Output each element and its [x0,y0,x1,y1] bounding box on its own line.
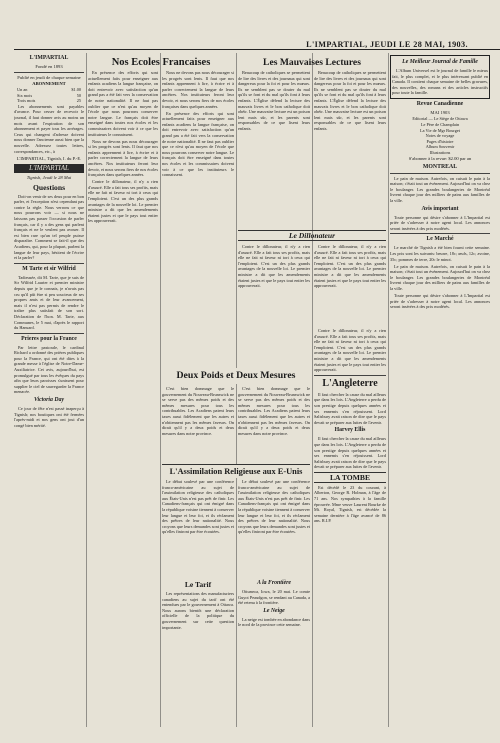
contents-item: Album Souvenir [425,144,455,150]
paragraph: Contre le dillonateur, il n'y a rien d'assuré. Elle a fait tous ses profits, mais elle ne fait ni faveur ni tort à ceux qui l'emploient. C'est un des plus grands avantages de la nouvelle loi. Le premier ministre a dit que les amendements étaient justes et que le pays tout entier les approuverait. [88,179,158,224]
column-4-upper [238,70,310,225]
subscription-price: 25 [76,98,81,104]
contents-item: Illustrations [429,150,451,156]
article-body [88,70,158,224]
column-3-poids [162,386,234,461]
article-body [390,176,490,204]
paragraph: Beaucoup de catholiques se permettent de lire des livres et des journaux qui sont dangereux pour la foi et pour les mœurs. Ils ne semblent pas se douter du mal qu'ils se font et du mal qu'ils font à leurs enfants. L'Église défend la lecture des mauvais livres et le bon catholique doit obéir. Une mauvaise lecture est un poison lent mais sûr, et les parents sont responsables de ce que lisent leurs enfants. [314,70,386,131]
column-2 [88,70,158,727]
article-body [162,479,234,535]
paragraph: Les représentations des manufacturiers canadiens au sujet du tarif ont été entendues par le gouvernement à Ottawa. Nous aurons bientôt une déclaration officielle de la politique du gouvernement sur cette question importante. [162,591,234,630]
divider [14,263,84,264]
paragraph: Beaucoup de catholiques se permettent de lire des livres et des journaux qui sont dangereux pour la foi et pour les mœurs. Ils ne semblent pas se douter du mal qu'ils se font et du mal qu'ils font à leurs enfants. L'Église défend la lecture des mauvais livres et le bon catholique doit obéir. Une mauvaise lecture est un poison lent mais sûr, et les parents sont responsables de ce que lisent leurs enfants. [238,70,310,131]
article-body [238,244,310,289]
headline-wrap [162,368,310,384]
headline-wrap [238,55,386,71]
founded-line: Fondé en 1893 [35,64,63,69]
article-title: A la Frontière [257,580,291,586]
divider [14,72,84,73]
article-title: Prieres pour la France [21,335,77,342]
headline: Les Mauvaises Lectures [263,57,361,68]
paragraph: Le pain de maison. Autrefois, on cuisait le pain à la maison; c'était tout un événement. Aujourd'hui on va chez le boulanger. Les grandes boulangeries de Montréal livrent chaque jour des milliers de pains aux familles de la ville. [390,263,490,292]
paragraph: Est décédé le 23 du courant, à Alberton, George R. Holman, à l'âge de 71 ans. Nos sympathies à la famille éprouvée. Mme veuve Laurent Bourke de Mt. Royal, Tignish, est décédée la semaine dernière à l'âge avancé de 86 ans. R.I.P. [314,484,386,524]
contents-item: Editorial — Le Siège de Ottawa [412,116,468,122]
column-rule [160,53,161,727]
subscription-notice [14,104,84,154]
article-body [238,479,310,535]
paragraph: Il faut chercher la cause du mal ailleurs que dans les lois. L'Angleterre a perdu de son prestige depuis quelques années et ses ennemis s'en réjouissent. Lord Salisbury avait raison de dire que le pays devait se préparer aux luttes de l'avenir. [314,436,386,470]
subscription-term: Trois mois [17,98,36,104]
headline: Nos Ecoles Francaises [111,57,211,68]
article-body [390,245,490,310]
paragraph: Contre le dillonateur, il n'y a rien d'assuré. Elle a fait tous ses profits, mais elle ne fait ni faveur ni tort à ceux qui l'emploient. C'est un des plus grands avantages de la nouvelle loi. Le premier ministre a dit que les amendements étaient justes et que le pays tout entier les approuverait. [238,244,310,289]
subscription-title: ABONNEMENT [32,81,66,86]
headline: Le Dillonateur [238,230,386,241]
article-title: Harvey Ellis [334,427,366,434]
article-body [314,436,386,470]
headline-wrap [238,228,386,243]
article-body [14,406,84,428]
date-line: Tignish, Jeudi le 28 Mai [26,174,72,180]
paragraph: L'Album Universel est le journal de famille le mieux fait, le plus complet, et le plus intéressant publié en Canada. Il contient chaque semaine de belles gravures, des nouvelles, des romans et des articles instructifs pour toute la famille. [392,68,488,96]
paragraph: En présence des efforts qui sont actuellement faits pour enseigner aux enfants acadiens la langue française, on doit entrevoir avec satisfaction qu'un grand pas a été fait vers la conservation de notre nationalité. Il ne faut pas oublier que ce n'est qu'au moyen de l'école que nous pourrons conserver notre langue. Le français doit être enseigné dans toutes nos écoles et les commissaires doivent voir à ce que les instituteurs le connaissent. [88,70,158,137]
paragraph: Toute personne qui désire s'abonner à L'Impartial est priée de s'adresser à notre agent local. Les annonces seront insérées à des prix modérés. [390,293,490,310]
subscription-list [14,87,84,104]
issue-date: MAI 1903 [430,110,450,116]
article-body [14,194,84,261]
paragraph: Tadieusée, dit M. Tarte, que je suis de Sir Wilfrid Laurier et premier ministre depuis que je le connais, je n'avais pas cru qu'il pût être si peu soucieux de ses propres amis et de leur avancement, mais il n'est pas permis de rendre le traître plus satisfait de son sort. Déclaration de l'hon. M. Tarte, aux Communes, le 5 mai, d'après le rapport du Hansard. [14,274,84,331]
article-title: L'Angleterre [322,377,378,389]
advert-body [392,68,488,96]
headline-wrap [88,55,234,71]
subscription-term: Six mois [17,92,33,98]
paragraph: La neige est tombée en abondance dans le nord de la province cette semaine. [238,616,310,628]
column-5-lower [314,328,386,727]
article-body [314,70,386,132]
paragraph: Toute personne qui désire s'abonner à L'Impartial est priée de s'adresser à notre agent local. Les annonces seront insérées à des prix modérés. [390,214,490,231]
contents-list [390,116,490,155]
article-body [238,617,310,628]
column-rule [86,53,87,727]
paragraph: Le marché de Tignish a été bien fourni cette semaine. Les prix sont les suivants: beurre, 18c; œufs, 12c; avoine, 35c; pommes de terre, 20c le minot. [390,245,490,262]
paragraph: C'est bien dommage que le gouvernement du Nouveau-Brunswick ne se serve pas des mêmes poids et des mêmes mesures pour tous les contribuables. Les Acadiens paient leurs taxes aussi fidèlement que les autres et n'obtiennent pas les mêmes faveurs. On dirait qu'il y a deux poids et deux mesures dans notre province. [162,386,234,436]
paragraph: Nous ne devons pas nous décourager si les progrès sont lents. Il faut que nos enfants apprennent à lire, à écrire et à parler correctement la langue de leurs ancêtres. Nos instituteurs feront leur devoir, et nous serons fiers de nos écoles françaises dans quelques années. [88,138,158,178]
column-4-dillon [238,244,310,323]
headline-wrap [162,464,310,478]
article-title: Le Tarif [184,580,212,589]
paper-name: L'IMPARTIAL [29,55,69,61]
mailing-address: L'IMPARTIAL, Tignish, I. du P.-E. [16,155,82,161]
advert-box [390,55,490,99]
paragraph: Par lettre pastorale, le cardinal Richard a ordonné des prières publiques pour la France, qui ont été dites à la grande messe à l'église de Notre-Dame-Auxiliatrice. Cet avis, aujourd'hui, est promulgué par tous les évêques du pays afin que leurs paroisses s'unissent pour supplier le ciel de sauvegarder la France menacée. [14,344,84,395]
column-4-poids [238,386,310,461]
paragraph: En présence des efforts qui sont actuellement faits pour enseigner aux enfants acadiens la langue française, on doit entrevoir avec satisfaction qu'un grand pas a été fait vers la conservation de notre nationalité. Il ne faut pas oublier que ce n'est qu'au moyen de l'école que nous pourrons conserver notre langue. Le français doit être enseigné dans toutes nos écoles et les commissaires doivent voir à ce que les instituteurs le connaissent. [162,110,234,178]
article-body [314,392,386,426]
article-title: LA TOMBE [314,472,386,483]
column-rule [312,53,313,727]
article-title: Avis important [421,205,459,212]
column-1 [14,53,84,727]
column-3-tarif [162,578,234,727]
article-title: Le Marché [426,236,454,243]
paragraph: Le débat soulevé par une conférence franco-américaine au sujet de l'assimilation religieuse des catholiques aux États-Unis n'est pas prêt de finir. Les Canadiens-français qui ont émigré dans la république voisine tiennent à conserver leur langue et leur foi, et ils réclament des prêtres de leur nationalité. Nous croyons que leurs demandes sont justes et qu'elles finiront par être écoutées. [162,479,234,535]
paragraph: Le pain de maison. Autrefois, on cuisait le pain à la maison; c'était tout un événement. Aujourd'hui on va chez le boulanger. Les grandes boulangeries de Montréal livrent chaque jour des milliers de pains aux familles de la ville. [390,175,490,203]
column-6 [390,53,490,727]
paragraph: Contre le dillonateur, il n'y a rien d'assuré. Elle a fait tous ses profits, mais elle ne fait ni faveur ni tort à ceux qui l'emploient. C'est un des plus grands avantages de la nouvelle loi. Le premier ministre a dit que les amendements étaient justes et que le pays tout entier les approuverait. [314,244,386,289]
article-body [162,70,234,178]
article-body [314,244,386,289]
paragraph: Nous ne devons pas nous décourager si les progrès sont lents. Il faut que nos enfants apprennent à lire, à écrire et à parler correctement la langue de leurs ancêtres. Nos instituteurs feront leur devoir, et nous serons fiers de nos écoles françaises dans quelques années. [162,70,234,109]
column-3-assimilation [162,479,234,573]
paragraph: Les abonnements sont payables d'avance. Pour cesser de recevoir le journal, il faut donner avis au moins un mois avant l'expiration de son abonnement et payer tous les arrérages. Ceux qui changent d'adresse doivent nous donner l'ancienne aussi bien que la nouvelle. Adressez toutes lettres, correspondances, etc., à [14,103,84,154]
column-4-bottom [238,578,310,727]
contents-item: Le Père de Champlain [420,122,460,128]
column-5-upper [314,70,386,225]
article-body [390,215,490,232]
article-title: Le Neige [263,607,285,614]
subscription-price: 50 [76,92,81,98]
article-title: Victoria Day [33,397,65,404]
column-5-dillon [314,244,386,323]
subscription-term: Un an [17,87,28,92]
divider [390,233,490,234]
headline: Deux Poids et Deux Mesures [176,370,296,381]
paragraph: Ce jour de fête n'est passé inaperçu à Tignish; nos boutiques ont été fermées l'après-midi et nos gens ont joui d'un congé bien mérité. [14,406,84,428]
paragraph: Doit-on venir de ses deux pour en bon parler, et l'exception n'est cependant pas contre la règle. Nous verrons ce que nous pourrons voir — si nous ne laissons pas passer l'occasion de parler français, car il y a des gens qui parlent français et ne le veulent pas avouer. Il est bien rare qu'un tel peuple puisse disparaître. Comment se fait-il que des Acadiens, qui, pour la plupart, parlent la langue de leur pays, hésitent de l'écrire et la parler? [14,193,84,261]
paragraph: Le débat soulevé par une conférence franco-américaine au sujet de l'assimilation religieuse des catholiques aux États-Unis n'est pas prêt de finir. Les Canadiens-français qui ont émigré dans la république voisine tiennent à conserver leur langue et leur foi, et ils réclament des prêtres de leur nationalité. Nous croyons que leurs demandes sont justes et qu'elles finiront par être écoutées. [238,479,310,535]
article-body [314,485,386,524]
article-body [314,328,386,373]
divider [14,333,84,334]
divider [314,375,386,376]
contents-item: La Vie de Mgr Bourget [420,127,460,133]
advert-title: Le Meilleur Journal de Famille [402,59,478,65]
column-4-assimilation [238,479,310,573]
column-rule [236,53,237,727]
column-rule [388,53,389,727]
paragraph: Contre le dillonateur, il n'y a rien d'assuré. Elle a fait tous ses profits, mais elle ne fait ni faveur ni tort à ceux qui l'emploient. C'est un des plus grands avantages de la nouvelle loi. Le premier ministre a dit que les amendements étaient justes et que le pays tout entier les approuverait. [314,328,386,373]
paper-banner: L'IMPARTIAL [14,164,84,173]
article-body [162,386,234,436]
article-body [238,70,310,132]
column-3 [162,70,234,363]
headline: L'Assimilation Religieuse aux E-Unis [169,467,303,476]
masthead: L'IMPARTIAL, JEUDI LE 28 MAI, 1903. [14,40,500,50]
divider [390,173,490,174]
article-body [238,386,310,436]
article-body [14,345,84,395]
article-title: Revue Canadienne [416,101,464,108]
paragraph: Il faut chercher la cause du mal ailleurs que dans les lois. L'Angleterre a perdu de son prestige depuis quelques années et ses ennemis s'en réjouissent. Lord Salisbury avait raison de dire que le pays devait se préparer aux luttes de l'avenir. [314,391,386,425]
paragraph: Ottumwa, Iowa, le 20 mai. Le comte Guyot Peaudgon, se rendant au Canada, a été retenu à la frontière. [238,589,310,606]
publication-line: Publié en jeudi de chaque semaine [17,75,81,80]
article-body [162,591,234,630]
article-body [238,589,310,606]
city-name: MONTREAL [422,163,458,170]
contents-item: Pages d'histoire [426,138,454,144]
paragraph: C'est bien dommage que le gouvernement du Nouveau-Brunswick ne se serve pas des mêmes poids et des mêmes mesures pour tous les contribuables. Les Acadiens paient leurs taxes aussi fidèlement que les autres et n'obtiennent pas les mêmes faveurs. On dirait qu'il y a deux poids et deux mesures dans notre province. [238,386,310,436]
subscription-price: $1.00 [71,87,81,92]
article-body [14,275,84,331]
subscribe-line: S'abonner à la revue: $2.00 par an [408,155,472,161]
article-title: M Tarte et sir Wilfrid [22,265,76,272]
article-title: Questions [32,182,66,192]
contents-item: Notes de voyage [425,133,455,139]
